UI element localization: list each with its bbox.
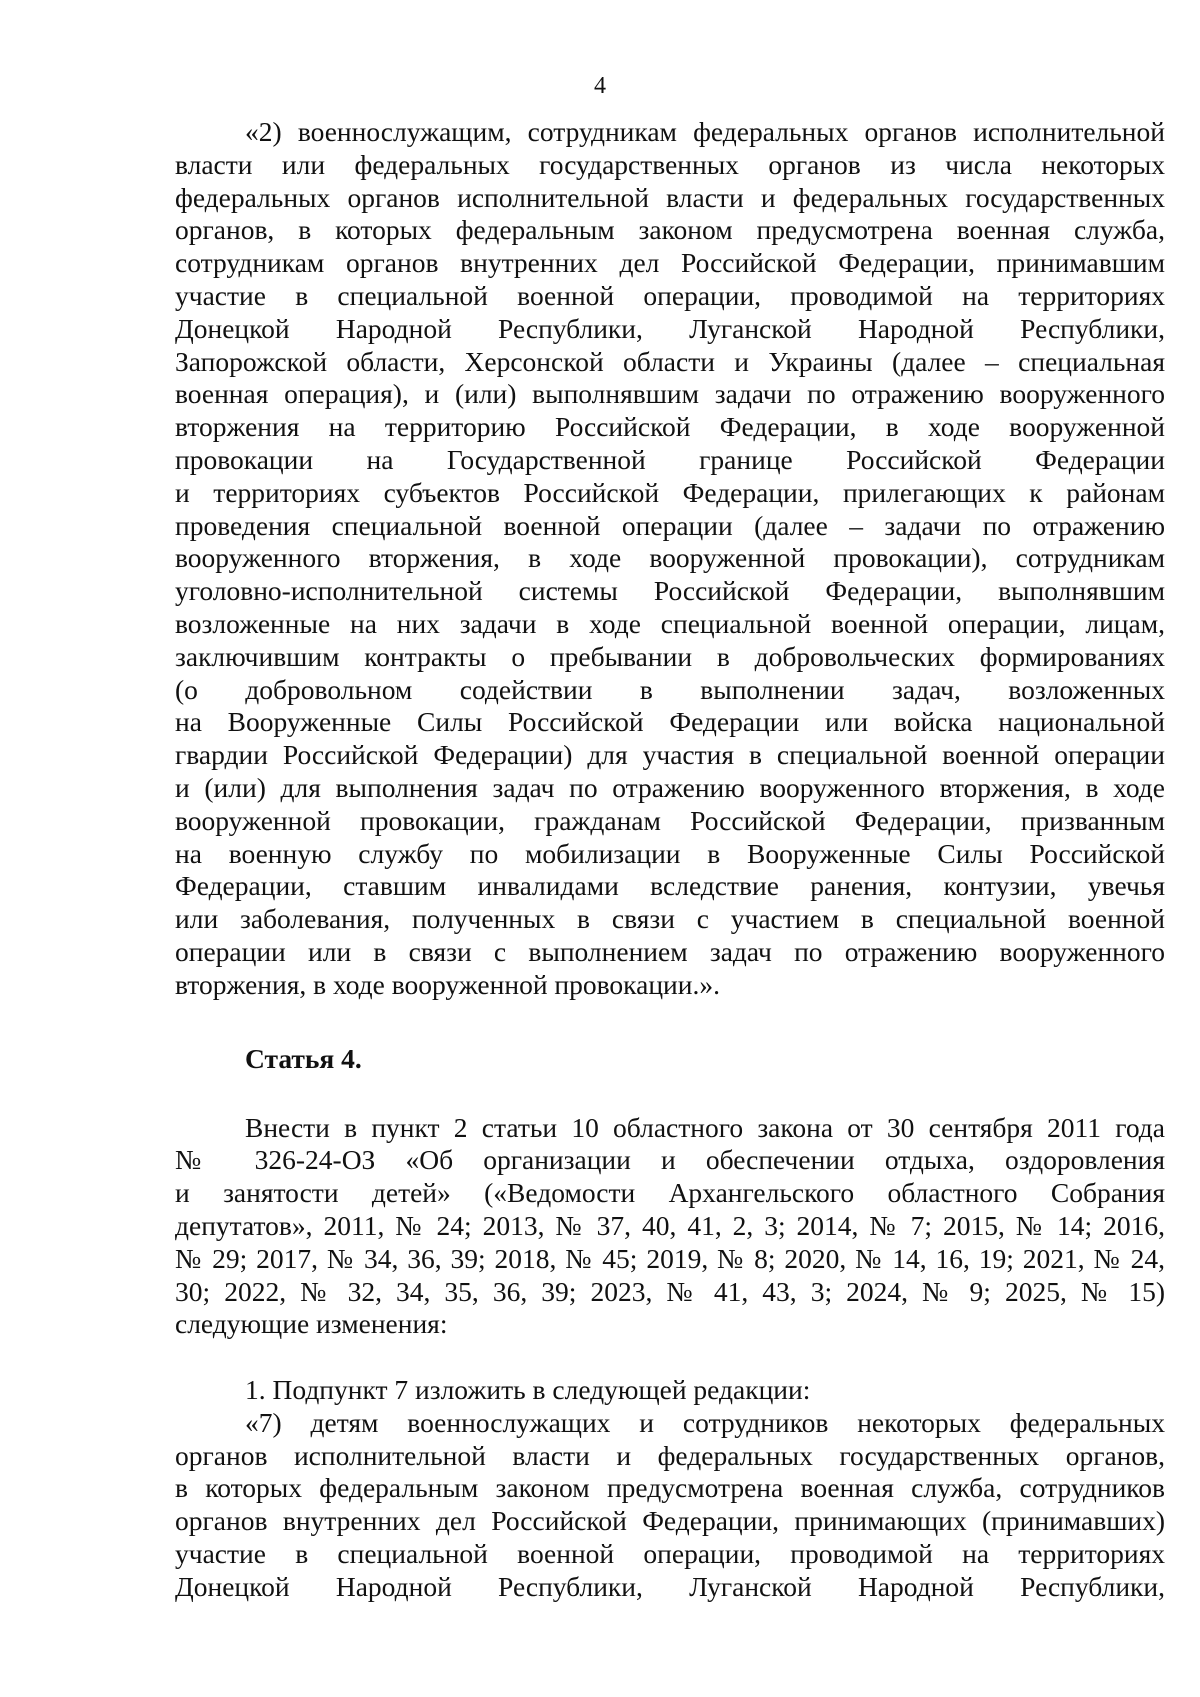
text-line: проведения специальной военной операции (далее – задачи по отражению bbox=[175, 509, 1165, 541]
text-line: вторжения, в ходе вооруженной провокации.». bbox=[175, 968, 720, 1000]
text-line: операции или в связи с выполнением задач по отражению вооруженного bbox=[175, 935, 1165, 967]
text-line: Запорожской области, Херсонской области и Украины (далее – специальная bbox=[175, 345, 1165, 377]
text-line: и (или) для выполнения задач по отражению вооруженного вторжения, в ходе bbox=[175, 771, 1165, 803]
text-line: федеральных органов исполнительной власти и федеральных государственных bbox=[175, 181, 1165, 213]
paragraph-subitem-2 bbox=[175, 116, 1165, 1002]
text-line: в которых федеральным законом предусмотрена военная служба, сотрудников bbox=[175, 1472, 1165, 1504]
text-line: сотрудникам органов внутренних дел Российской Федерации, принимавшим bbox=[175, 247, 1165, 279]
text-line: вооруженного вторжения, в ходе вооруженной провокации), сотрудникам bbox=[175, 542, 1165, 574]
text-line: следующие изменения: bbox=[175, 1308, 448, 1340]
text-line: провокации на Государственной границе Российской Федерации bbox=[175, 443, 1165, 475]
text-line: вооруженной провокации, гражданам Российской Федерации, призванным bbox=[175, 804, 1165, 836]
text-line: уголовно-исполнительной системы Российской Федерации, выполнявшим bbox=[175, 575, 1165, 607]
text-line: военная операция), и (или) выполнявшим задачи по отражению вооруженного bbox=[175, 378, 1165, 410]
text-line: и территориях субъектов Российской Федерации, прилегающих к районам bbox=[175, 476, 1165, 508]
text-line: или заболевания, полученных в связи с участием в специальной военной bbox=[175, 903, 1165, 935]
text-line: «2) военнослужащим, сотрудникам федеральных органов исполнительной bbox=[245, 116, 1165, 147]
text-line: (о добровольном содействии в выполнении задач, возложенных bbox=[175, 673, 1165, 705]
article-heading: Статья 4. bbox=[245, 1042, 362, 1074]
text-line: на военную службу по мобилизации в Вооруженные Силы Российской bbox=[175, 837, 1165, 869]
text-line: органов исполнительной власти и федеральных государственных органов, bbox=[175, 1439, 1165, 1471]
text-line: возложенные на них задачи в ходе специальной военной операции, лицам, bbox=[175, 607, 1165, 639]
document-body bbox=[175, 116, 1165, 1604]
text-line: участие в специальной военной операции, проводимой на территориях bbox=[175, 1538, 1165, 1570]
paragraph-article-4 bbox=[175, 1112, 1165, 1342]
text-line: гвардии Российской Федерации) для участия в специальной военной операции bbox=[175, 739, 1165, 771]
text-line: и занятости детей» («Ведомости Архангельского областного Собрания bbox=[175, 1177, 1165, 1209]
text-line: на Вооруженные Силы Российской Федерации или войска национальной bbox=[175, 706, 1165, 738]
text-line: вторжения на территорию Российской Федерации, в ходе вооруженной bbox=[175, 411, 1165, 443]
text-line: 1. Подпункт 7 изложить в следующей редакции: bbox=[245, 1374, 811, 1406]
item-1 bbox=[175, 1374, 1165, 1407]
text-line: депутатов», 2011, № 24; 2013, № 37, 40, 41, 2, 3; 2014, № 7; 2015, № 14; 2016, bbox=[175, 1209, 1165, 1241]
spacer bbox=[175, 1341, 1165, 1374]
text-line: «7) детям военнослужащих и сотрудников некоторых федеральных bbox=[245, 1406, 1165, 1438]
text-line: органов, в которых федеральным законом предусмотрена военная служба, bbox=[175, 214, 1165, 246]
paragraph-subitem-7 bbox=[175, 1407, 1165, 1604]
text-line: власти или федеральных государственных органов из числа некоторых bbox=[175, 148, 1165, 180]
text-line: Федерации, ставшим инвалидами вследствие ранения, контузии, увечья bbox=[175, 870, 1165, 902]
text-line: органов внутренних дел Российской Федерации, принимающих (принимавших) bbox=[175, 1505, 1165, 1537]
text-line: заключившим контракты о пребывании в добровольческих формированиях bbox=[175, 640, 1165, 672]
spacer bbox=[175, 1075, 1165, 1112]
text-line: Внести в пункт 2 статьи 10 областного закона от 30 сентября 2011 года bbox=[245, 1111, 1165, 1143]
text-line: Донецкой Народной Республики, Луганской Народной Республики, bbox=[175, 312, 1165, 344]
text-line: Донецкой Народной Республики, Луганской Народной Республики, bbox=[175, 1570, 1165, 1602]
text-line: № 326-24-ОЗ «Об организации и обеспечении отдыха, оздоровления bbox=[175, 1144, 1165, 1176]
text-line: участие в специальной военной операции, проводимой на территориях bbox=[175, 279, 1165, 311]
page-number: 4 bbox=[594, 73, 606, 99]
text-line: 30; 2022, № 32, 34, 35, 36, 39; 2023, № 41, 43, 3; 2024, № 9; 2025, № 15) bbox=[175, 1275, 1165, 1307]
text-line: № 29; 2017, № 34, 36, 39; 2018, № 45; 2019, № 8; 2020, № 14, 16, 19; 2021, № 24, bbox=[175, 1242, 1165, 1274]
